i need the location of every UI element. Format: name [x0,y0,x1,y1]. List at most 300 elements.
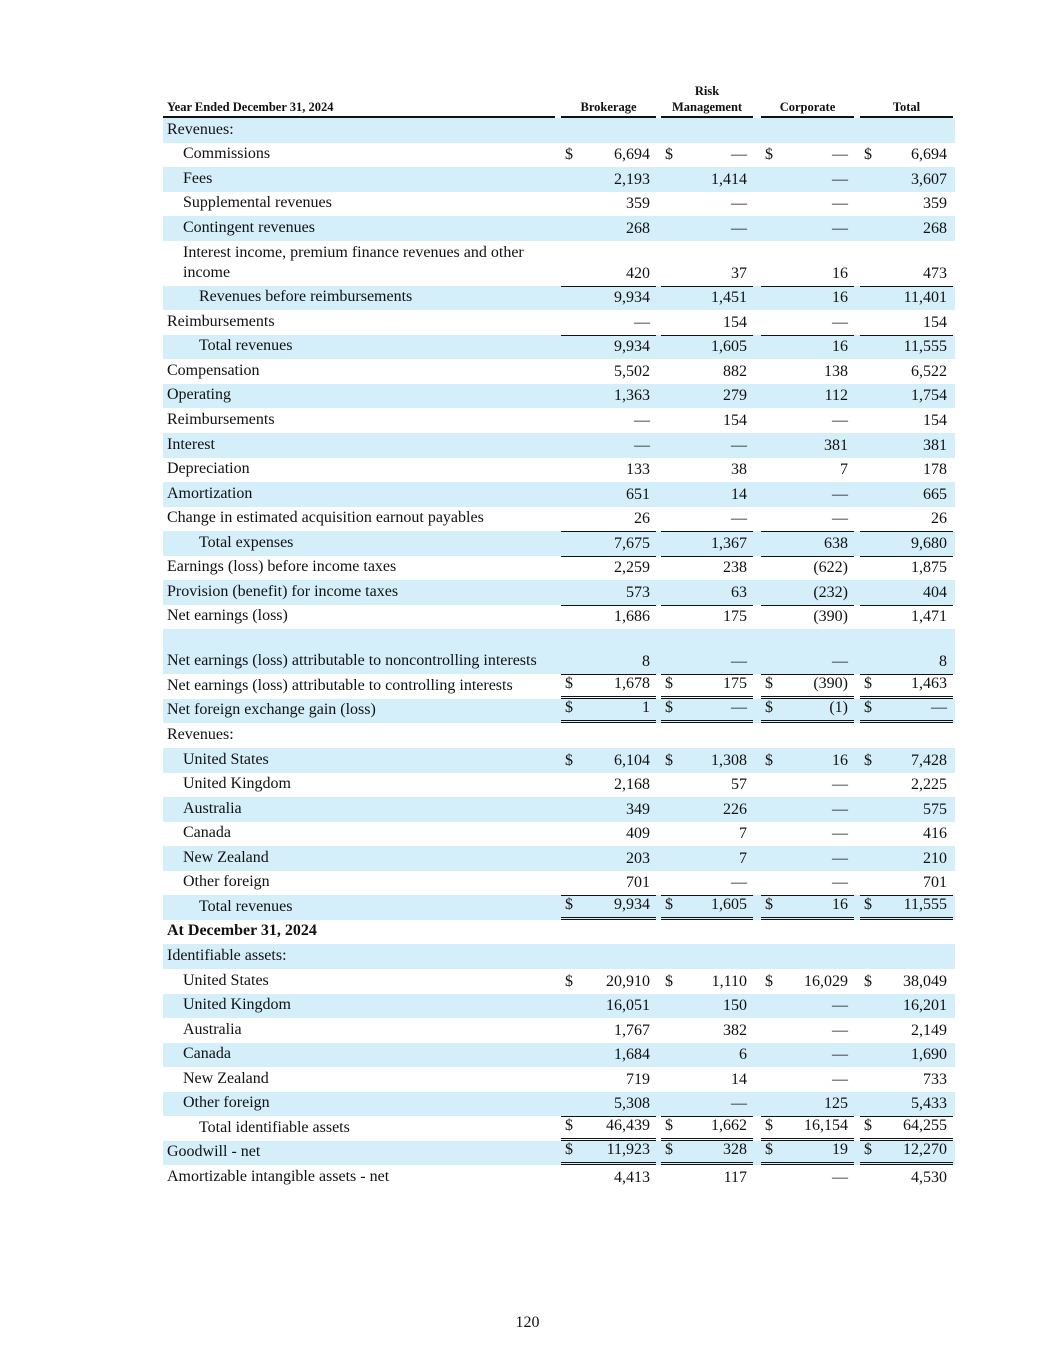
cell-value: 665 [923,485,947,503]
corporate-heading: Corporate [779,100,836,114]
cell-value: 150 [723,997,747,1015]
table-row [163,1165,955,1190]
row-label: At December 31, 2024 [167,922,317,940]
cell-value: 5,433 [911,1095,947,1113]
row-cell [860,1018,953,1043]
row-label: Provision (benefit) for income taxes [167,582,399,600]
row-cell [860,1092,953,1117]
row-cell [661,1018,753,1043]
row-cell [761,556,854,581]
row-cell [761,286,854,311]
cell-value: — [832,1046,848,1064]
period-heading: Year Ended December 31, 2024 [167,100,334,114]
cell-value: 651 [626,485,650,503]
row-cell [561,605,656,630]
row-cell [561,822,656,847]
row-cell [761,192,854,217]
row-cell [561,944,656,969]
row-label: Goodwill - net [167,1143,261,1161]
row-label: Amortization [167,484,253,502]
row-cell [761,1116,854,1141]
row-cell [661,1116,753,1141]
row-label: Canada [183,1045,231,1063]
table-row [163,241,955,286]
row-cell [860,748,953,773]
row-cell [561,629,656,674]
row-cell [661,359,753,384]
cell-value: 719 [626,1070,650,1088]
cell-value: 6,694 [911,146,947,164]
row-cell [661,241,753,286]
table-row [163,773,955,798]
row-cell [761,580,854,605]
currency-symbol: $ [565,146,573,164]
cell-value: 238 [723,559,747,577]
table-row [163,310,955,335]
row-cell [860,994,953,1019]
row-label: Canada [183,824,231,842]
row-cell [761,773,854,798]
currency-symbol: $ [565,1116,573,1134]
row-cell [561,507,656,532]
cell-value: — [832,849,848,867]
row-label: Identifiable assets: [167,946,287,964]
cell-value: — [832,653,848,671]
row-cell [761,384,854,409]
row-cell [860,335,953,360]
cell-value: 575 [923,800,947,818]
currency-symbol: $ [565,751,573,769]
row-cell [561,167,656,192]
cell-value: (390) [813,674,848,692]
row-label: Amortizable intangible assets - net [167,1167,390,1185]
row-cell [860,674,953,699]
row-cell [661,531,753,556]
cell-value: — [832,146,848,164]
row-cell [761,143,854,168]
cell-value: 1,414 [711,170,747,188]
row-cell [860,143,953,168]
row-cell [661,871,753,896]
cell-value: 1,451 [711,289,747,307]
cell-value: 112 [824,387,848,405]
row-cell [761,969,854,994]
currency-symbol: $ [864,674,872,692]
row-cell [661,167,753,192]
currency-symbol: $ [565,699,573,717]
row-cell [561,723,656,748]
row-cell [860,216,953,241]
row-label: Reimbursements [167,312,275,330]
row-cell [561,384,656,409]
row-cell [860,359,953,384]
row-cell [860,507,953,532]
cell-value: 2,149 [911,1021,947,1039]
row-cell [561,458,656,483]
row-cell [661,748,753,773]
row-cell [860,822,953,847]
cell-value: 7,675 [614,534,650,552]
row-cell [860,871,953,896]
cell-value: 210 [923,849,947,867]
table-row [163,556,955,581]
row-cell [661,629,753,674]
row-label: Total revenues [199,337,293,355]
page-number: 120 [515,1314,540,1331]
row-cell [561,143,656,168]
cell-value: 1,471 [911,608,947,626]
cell-value: 12,270 [903,1141,947,1159]
cell-value: 133 [626,461,650,479]
row-label: Other foreign [183,873,270,891]
row-cell [661,969,753,994]
row-label: Operating [167,386,231,404]
cell-value: 2,193 [614,170,650,188]
row-cell [561,1141,656,1166]
row-cell [860,699,953,724]
cell-value: — [832,776,848,794]
row-cell [561,994,656,1019]
table-row [163,994,955,1019]
currency-symbol: $ [765,146,773,164]
table-row [163,920,955,945]
currency-symbol: $ [765,1141,773,1159]
row-cell [561,1116,656,1141]
cell-value: 16 [832,264,848,282]
row-cell [761,482,854,507]
row-cell [860,286,953,311]
risk-management-heading [661,83,753,115]
cell-value: 6,522 [911,362,947,380]
risk-management-heading-line1: Risk [694,84,720,98]
row-label: United Kingdom [183,775,291,793]
row-cell [860,629,953,674]
cell-value: 16,029 [804,972,848,990]
table-row [163,629,955,674]
table-row [163,507,955,532]
row-cell [661,797,753,822]
cell-value: 11,555 [903,338,947,356]
table-row [163,871,955,896]
row-cell [761,507,854,532]
row-label: Other foreign [183,1094,270,1112]
cell-value: — [731,510,747,528]
row-cell [561,556,656,581]
row-cell [561,1067,656,1092]
row-cell [561,920,656,945]
cell-value: 203 [626,849,650,867]
cell-value: 226 [723,800,747,818]
currency-symbol: $ [765,674,773,692]
cell-value: 416 [923,825,947,843]
row-cell [661,723,753,748]
cell-value: 638 [824,534,848,552]
row-cell [561,216,656,241]
table-header [163,78,955,118]
currency-symbol: $ [864,751,872,769]
row-cell [661,1165,753,1190]
table-row [163,335,955,360]
currency-symbol: $ [864,895,872,913]
row-cell [860,846,953,871]
table-row [163,723,955,748]
cell-value: 1,875 [911,559,947,577]
row-cell [561,674,656,699]
currency-symbol: $ [864,1116,872,1134]
table-row [163,458,955,483]
cell-value: 6,104 [614,751,650,769]
cell-value: — [931,699,947,717]
row-cell [561,192,656,217]
total-heading: Total [892,100,921,114]
cell-value: 1,767 [614,1021,650,1039]
cell-value: 349 [626,800,650,818]
cell-value: 1 [642,699,650,717]
row-cell [561,433,656,458]
row-label: Interest income, premium finance revenues and other income [183,243,524,281]
row-cell [761,531,854,556]
row-cell [860,167,953,192]
cell-value: 7 [840,461,848,479]
row-cell [561,1165,656,1190]
cell-value: 381 [824,436,848,454]
cell-value: 1,686 [614,608,650,626]
table-row [163,797,955,822]
cell-value: 1,308 [711,751,747,769]
row-cell [561,1092,656,1117]
row-cell [761,871,854,896]
currency-symbol: $ [565,674,573,692]
row-cell [860,773,953,798]
cell-value: 473 [923,264,947,282]
row-cell [661,1043,753,1068]
row-cell [761,1092,854,1117]
table-row [163,822,955,847]
cell-value: 154 [723,412,747,430]
row-label: Net earnings (loss) [167,607,288,625]
row-cell [761,723,854,748]
cell-value: (622) [813,559,848,577]
row-cell [860,408,953,433]
row-label: Reimbursements [167,411,275,429]
currency-symbol: $ [864,1141,872,1159]
table-row [163,482,955,507]
row-cell [860,1067,953,1092]
row-cell [661,1067,753,1092]
table-row [163,433,955,458]
cell-value: 9,680 [911,534,947,552]
row-label: New Zealand [183,848,269,866]
cell-value: 279 [723,387,747,405]
cell-value: 125 [824,1095,848,1113]
row-cell [860,895,953,920]
row-cell [761,944,854,969]
cell-value: — [832,997,848,1015]
cell-value: 1,367 [711,534,747,552]
currency-symbol: $ [765,1116,773,1134]
table-row [163,118,955,143]
cell-value: — [634,313,650,331]
row-cell [661,580,753,605]
cell-value: 6 [739,1046,747,1064]
table-row [163,408,955,433]
row-cell [761,216,854,241]
row-cell [761,408,854,433]
cell-value: 9,934 [614,895,650,913]
row-label: Net foreign exchange gain (loss) [167,701,376,719]
row-cell [661,507,753,532]
row-cell [561,1043,656,1068]
row-cell [761,1043,854,1068]
cell-value: 14 [731,1070,747,1088]
table-row [163,748,955,773]
row-cell [761,335,854,360]
cell-value: 4,413 [614,1168,650,1186]
cell-value: — [832,800,848,818]
cell-value: 9,934 [614,338,650,356]
row-cell [761,1067,854,1092]
row-cell [860,433,953,458]
row-cell [661,192,753,217]
currency-symbol: $ [864,972,872,990]
row-cell [761,629,854,674]
row-label: Change in estimated acquisition earnout payables [167,509,484,527]
cell-value: — [634,436,650,454]
row-cell [661,605,753,630]
row-cell [860,556,953,581]
row-cell [761,822,854,847]
cell-value: — [832,1021,848,1039]
table-row [163,895,955,920]
row-cell [661,773,753,798]
cell-value: — [832,195,848,213]
table-body [163,118,955,1190]
cell-value: 382 [723,1021,747,1039]
row-cell [860,384,953,409]
row-label: Contingent revenues [183,218,315,236]
cell-value: 359 [923,195,947,213]
table-row [163,384,955,409]
row-cell [860,1116,953,1141]
row-cell [561,335,656,360]
row-cell [761,846,854,871]
row-cell [561,895,656,920]
row-cell [761,433,854,458]
table-row [163,359,955,384]
cell-value: — [832,412,848,430]
cell-value: 37 [731,264,747,282]
cell-value: 701 [923,874,947,892]
row-cell [561,482,656,507]
row-cell [761,1141,854,1166]
currency-symbol: $ [765,699,773,717]
currency-symbol: $ [565,1141,573,1159]
cell-value: 2,259 [614,559,650,577]
cell-value: — [832,219,848,237]
row-cell [761,699,854,724]
cell-value: — [731,436,747,454]
row-cell [860,310,953,335]
row-cell [561,748,656,773]
cell-value: 19 [832,1141,848,1159]
cell-value: — [832,1168,848,1186]
row-cell [661,1141,753,1166]
cell-value: 11,923 [606,1141,650,1159]
row-label: Depreciation [167,460,250,478]
cell-value: — [832,874,848,892]
cell-value: 38 [731,461,747,479]
cell-value: 381 [923,436,947,454]
row-cell [860,241,953,286]
row-cell [561,241,656,286]
row-cell [561,1018,656,1043]
cell-value: 154 [723,313,747,331]
row-label: Revenues: [167,120,234,138]
row-cell [860,192,953,217]
row-cell [761,674,854,699]
currency-symbol: $ [665,895,673,913]
row-cell [661,556,753,581]
row-cell [561,580,656,605]
row-cell [561,797,656,822]
cell-value: (390) [813,608,848,626]
cell-value: 16 [832,289,848,307]
table-row [163,674,955,699]
row-cell [661,118,753,143]
row-cell [860,969,953,994]
cell-value: 16 [832,895,848,913]
row-cell [761,310,854,335]
row-label: Interest [167,435,215,453]
cell-value: 64,255 [903,1116,947,1134]
row-label: New Zealand [183,1069,269,1087]
row-cell [661,384,753,409]
row-cell [561,773,656,798]
cell-value: 38,049 [903,972,947,990]
table-row [163,167,955,192]
row-cell [860,605,953,630]
cell-value: 1,690 [911,1046,947,1064]
row-cell [860,531,953,556]
table-row [163,944,955,969]
table-row [163,580,955,605]
cell-value: — [832,170,848,188]
cell-value: — [634,412,650,430]
currency-symbol: $ [864,699,872,717]
cell-value: — [731,874,747,892]
row-cell [561,871,656,896]
cell-value: 8 [642,653,650,671]
brokerage-heading: Brokerage [580,100,637,114]
cell-value: 1,605 [711,895,747,913]
row-cell [761,359,854,384]
row-cell [661,482,753,507]
table-row [163,1141,955,1166]
cell-value: 1,662 [711,1116,747,1134]
row-cell [661,458,753,483]
currency-symbol: $ [565,895,573,913]
row-cell [561,699,656,724]
row-label: Total expenses [199,533,294,551]
row-cell [761,1165,854,1190]
cell-value: — [731,699,747,717]
row-cell [761,605,854,630]
row-cell [761,994,854,1019]
cell-value: 359 [626,195,650,213]
row-label: Net earnings (loss) attributable to noncontrolling interests [167,652,537,670]
row-cell [860,482,953,507]
cell-value: 268 [626,219,650,237]
